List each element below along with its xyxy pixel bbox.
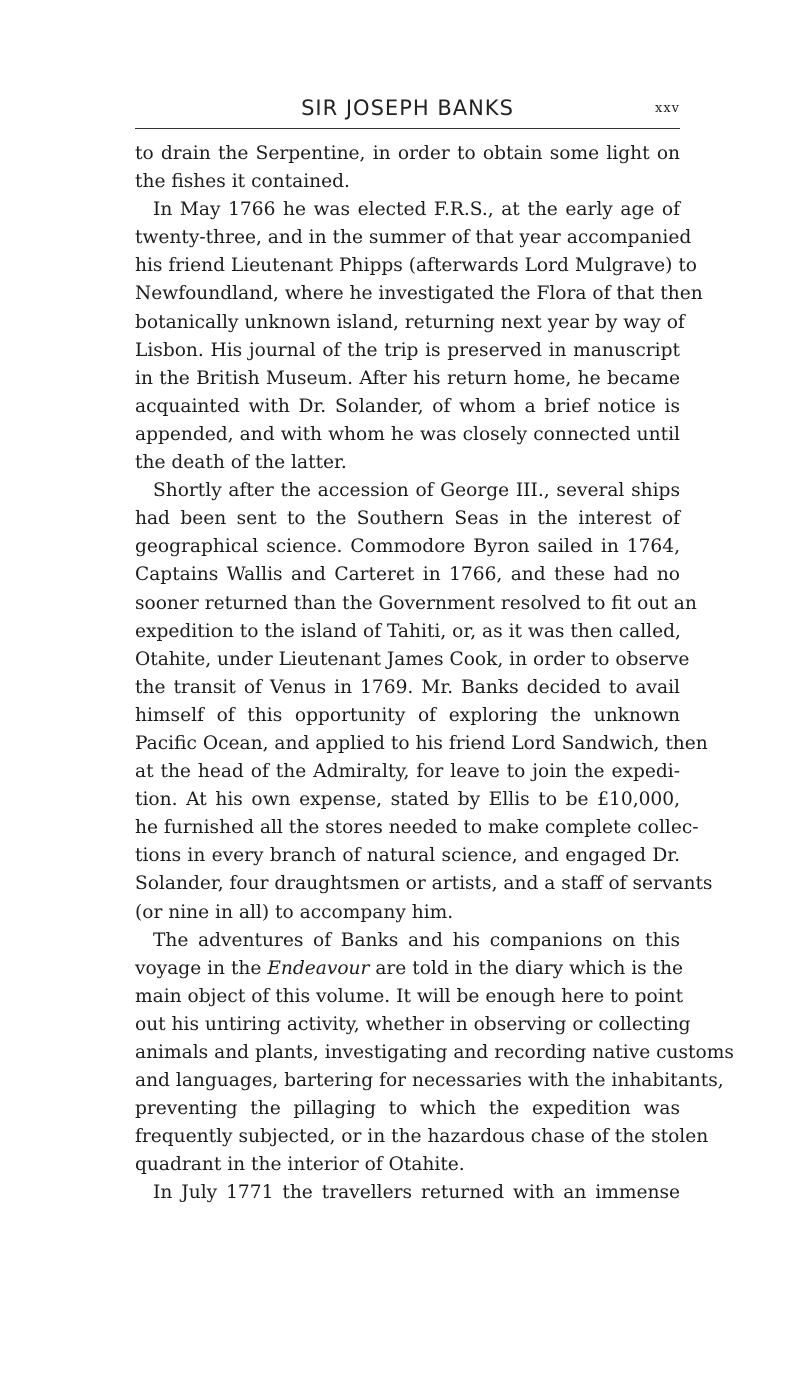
text-line: Lisbon. His journal of the trip is preserved in manuscript (135, 339, 680, 361)
ship-name: Endeavour (267, 957, 370, 979)
text-line: main object of this volume. It will be enough here to point (135, 985, 684, 1007)
text-line: tions in every branch of natural science, and engaged Dr. (135, 845, 680, 867)
text-line: Solander, four draughtsmen or artists, and a staff of servants (135, 873, 713, 895)
text-line: in the British Museum. After his return home, he became (135, 367, 680, 389)
running-head (135, 92, 680, 129)
text-line: his friend Lieutenant Phipps (afterwards Lord Mulgrave) to (135, 255, 697, 277)
text-line: had been sent to the Southern Seas in the interest of (135, 508, 680, 530)
text-line: himself of this opportunity of exploring the unknown (135, 704, 680, 726)
text-line: Shortly after the accession of George III., several ships (153, 480, 680, 502)
body-text (135, 140, 734, 1208)
text-line: preventing the pillaging to which the expedition was (135, 1098, 680, 1120)
text-line: expedition to the island of Tahiti, or, as it was then called, (135, 620, 681, 642)
text-line: at the head of the Admiralty, for leave to join the expedi- (135, 761, 680, 783)
text-line: In July 1771 the travellers returned with an immense (153, 1182, 680, 1204)
text-line: botanically unknown island, returning next year by way of (135, 311, 685, 333)
text-line: In May 1766 he was elected F.R.S., at the early age of (153, 199, 680, 221)
text-line: tion. At his own expense, stated by Ellis to be £10,000, (135, 789, 680, 811)
text-line: Pacific Ocean, and applied to his friend Lord Sandwich, then (135, 732, 708, 754)
text-line: twenty-three, and in the summer of that year accompanied (135, 227, 692, 249)
text-line: sooner returned than the Government resolved to fit out an (135, 592, 697, 614)
text-line: frequently subjected, or in the hazardous chase of the stolen (135, 1126, 709, 1148)
text-line: to drain the Serpentine, in order to obtain some light on (135, 143, 680, 164)
text-line: he furnished all the stores needed to make complete collec- (135, 817, 699, 839)
running-head-title: SIR JOSEPH BANKS (301, 96, 514, 120)
text-line: and languages, bartering for necessaries with the inhabitants, (135, 1070, 724, 1092)
text-line: appended, and with whom he was closely connected until (135, 423, 680, 445)
text-line: the fishes it contained. (135, 171, 350, 193)
text-line: Otahite, under Lieutenant James Cook, in order to observe (135, 648, 690, 670)
text-line: out his untiring activity, whether in observing or collecting (135, 1013, 691, 1035)
text-line: Captains Wallis and Carteret in 1766, and these had no (135, 564, 680, 586)
text-line: (or nine in all) to accompany him. (135, 901, 454, 923)
text-line: the transit of Venus in 1769. Mr. Banks decided to avail (135, 676, 680, 698)
text-line: animals and plants, investigating and recording native customs (135, 1042, 734, 1063)
text-line: acquainted with Dr. Solander, of whom a brief notice is (135, 395, 680, 417)
text-line: Newfoundland, where he investigated the Flora of that then (135, 283, 703, 305)
text-line: the death of the latter. (135, 452, 347, 474)
text-line: geographical science. Commodore Byron sailed in 1764, (135, 536, 680, 558)
text-line: quadrant in the interior of Otahite. (135, 1154, 465, 1176)
text-line: voyage in the Endeavour are told in the diary which is the (135, 957, 684, 979)
page-number: xxv (654, 101, 680, 116)
text-line: The adventures of Banks and his companions on this (153, 929, 680, 951)
